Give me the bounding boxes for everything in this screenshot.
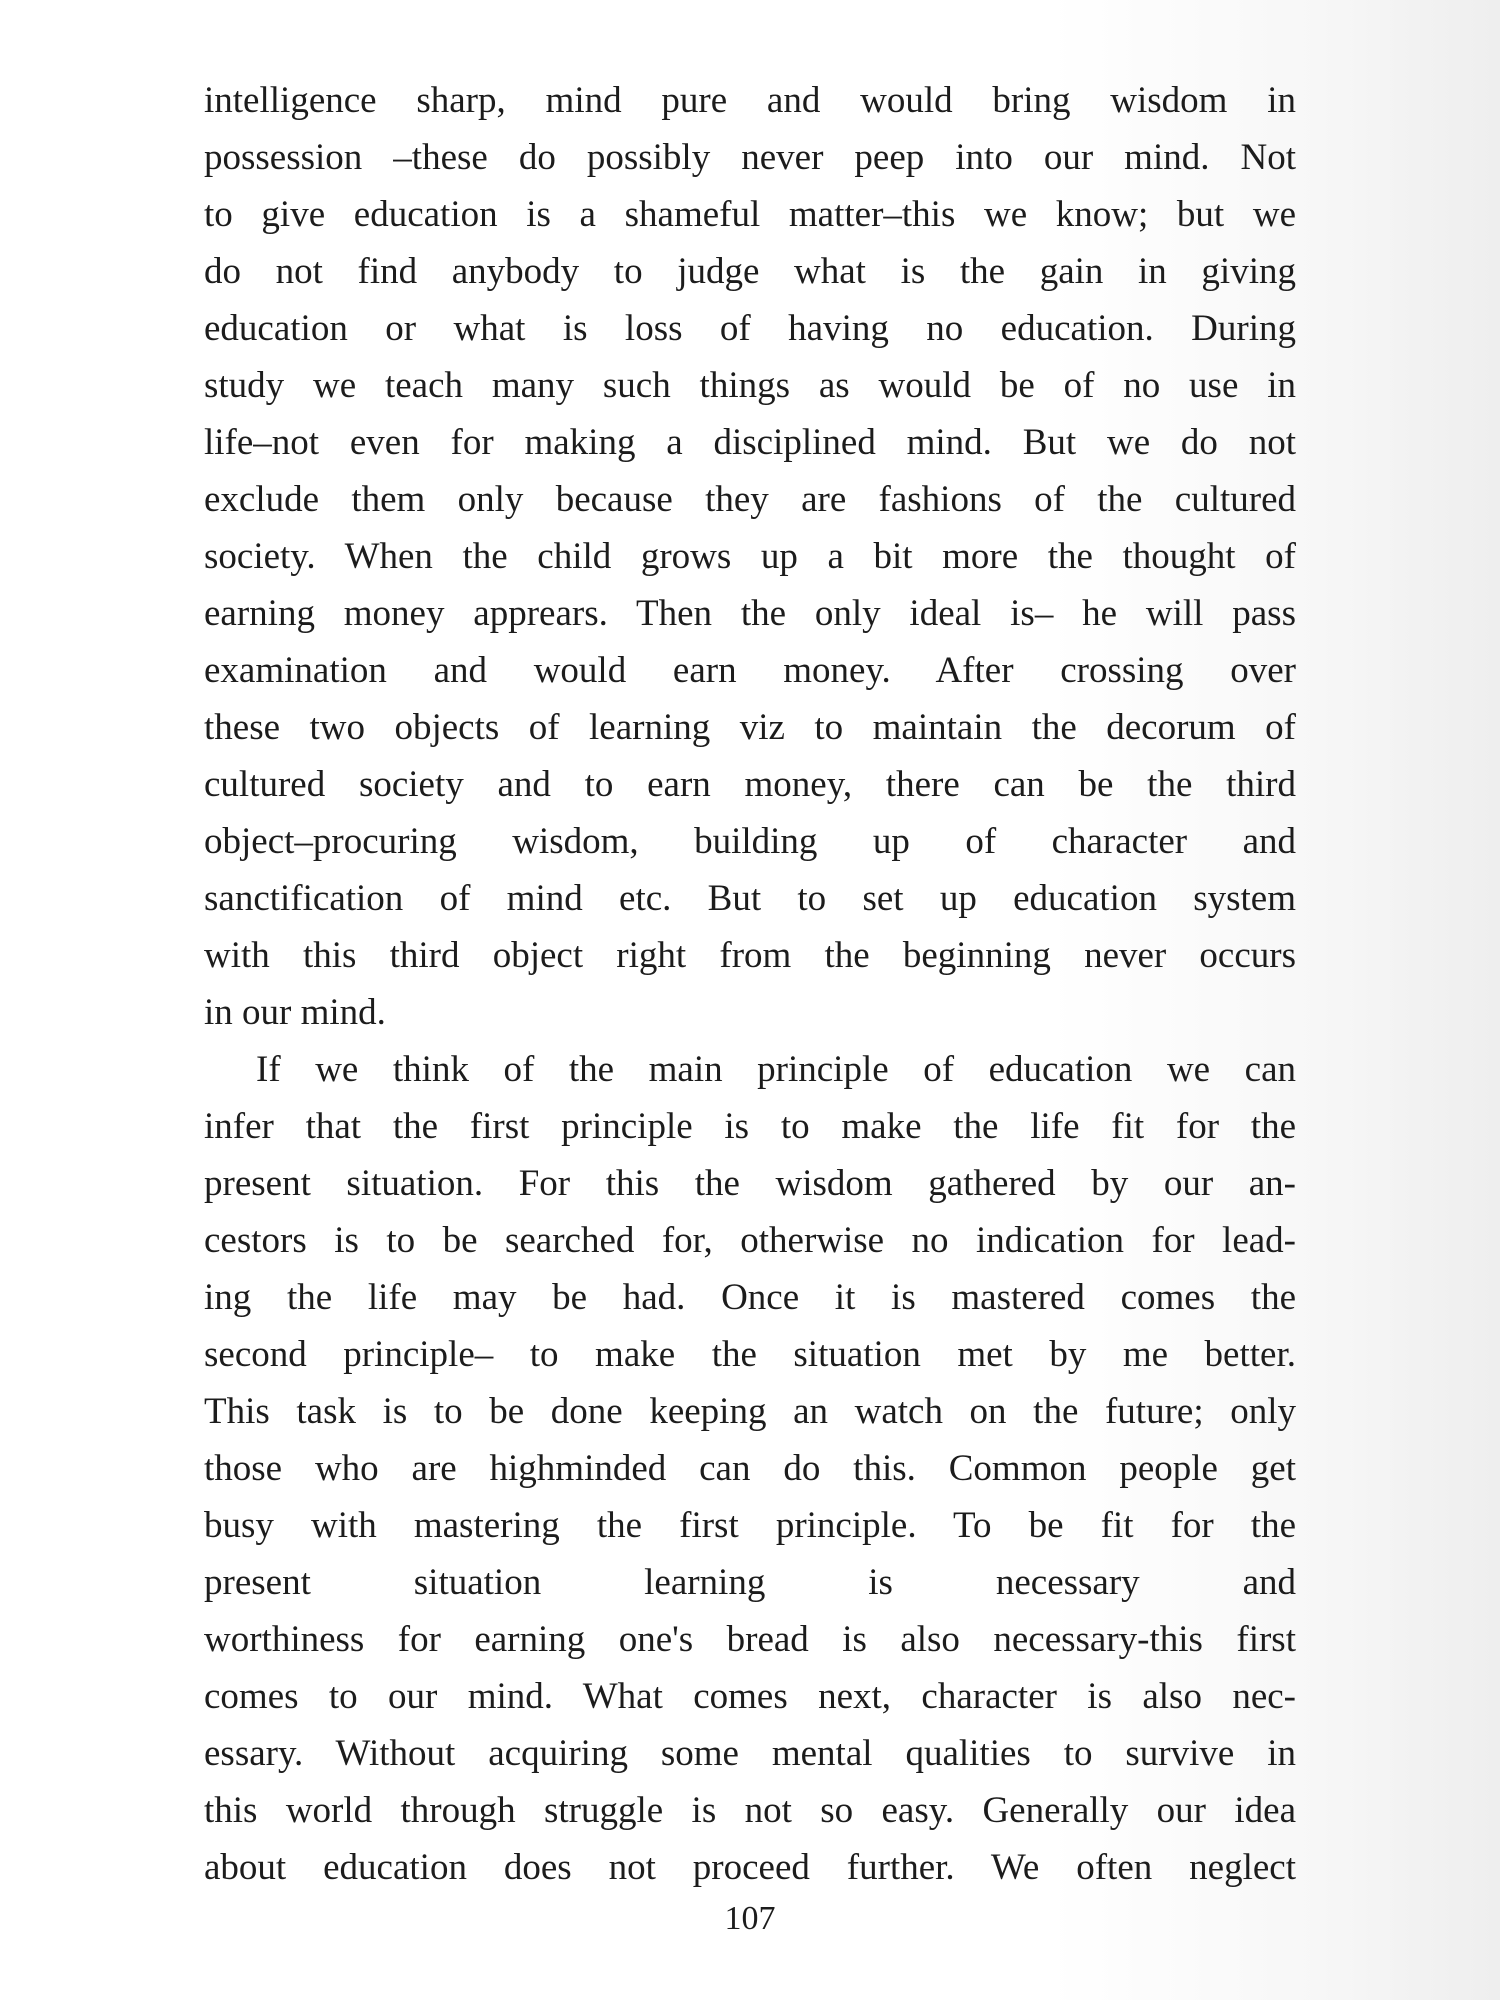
text-line: essary. Without acquiring some mental qualities to survive in xyxy=(204,1733,1296,1774)
text-line: exclude them only because they are fashions of the cultured xyxy=(204,479,1296,520)
page-number: 107 xyxy=(724,1900,776,1937)
text-line: infer that the first principle is to make the life fit for the xyxy=(204,1106,1296,1147)
paragraph-2 xyxy=(204,1041,1296,1896)
text-line: second principle– to make the situation met by me better. xyxy=(204,1334,1296,1375)
text-line: those who are highminded can do this. Common people get xyxy=(204,1448,1296,1489)
text-line: with this third object right from the beginning never occurs xyxy=(204,935,1296,976)
text-line: present situation. For this the wisdom gathered by our an- xyxy=(204,1163,1296,1204)
text-line: present situation learning is necessary and xyxy=(204,1562,1296,1603)
text-line: education or what is loss of having no education. During xyxy=(204,308,1296,349)
text-line: do not find anybody to judge what is the gain in giving xyxy=(204,251,1296,292)
body-text xyxy=(204,72,1296,1896)
text-line: comes to our mind. What comes next, character is also nec- xyxy=(204,1676,1296,1717)
text-line: these two objects of learning viz to maintain the decorum of xyxy=(204,707,1296,748)
text-line: this world through struggle is not so easy. Generally our idea xyxy=(204,1790,1296,1831)
text-line: If we think of the main principle of education we can xyxy=(256,1049,1296,1090)
text-line: about education does not proceed further. We often neglect xyxy=(204,1847,1296,1888)
text-line: study we teach many such things as would be of no use in xyxy=(204,365,1296,406)
text-line: ing the life may be had. Once it is mastered comes the xyxy=(204,1277,1296,1318)
text-line: intelligence sharp, mind pure and would bring wisdom in xyxy=(204,80,1296,121)
text-line: life–not even for making a disciplined mind. But we do not xyxy=(204,422,1296,463)
text-line: sanctification of mind etc. But to set up education system xyxy=(204,878,1296,919)
text-line: cultured society and to earn money, there can be the third xyxy=(204,764,1296,805)
text-line: to give education is a shameful matter–this we know; but we xyxy=(204,194,1296,235)
text-line: This task is to be done keeping an watch on the future; only xyxy=(204,1391,1296,1432)
paragraph-1 xyxy=(204,72,1296,1041)
text-line: in our mind. xyxy=(204,992,386,1033)
text-line: object–procuring wisdom, building up of character and xyxy=(204,821,1296,862)
text-line: earning money apprears. Then the only ideal is– he will pass xyxy=(204,593,1296,634)
text-line: worthiness for earning one's bread is also necessary-this first xyxy=(204,1619,1296,1660)
text-line: cestors is to be searched for, otherwise no indication for lead- xyxy=(204,1220,1296,1261)
text-line: examination and would earn money. After crossing over xyxy=(204,650,1296,691)
text-line: possession –these do possibly never peep into our mind. Not xyxy=(204,137,1296,178)
text-line: society. When the child grows up a bit more the thought of xyxy=(204,536,1296,577)
text-line: busy with mastering the first principle. To be fit for the xyxy=(204,1505,1296,1546)
